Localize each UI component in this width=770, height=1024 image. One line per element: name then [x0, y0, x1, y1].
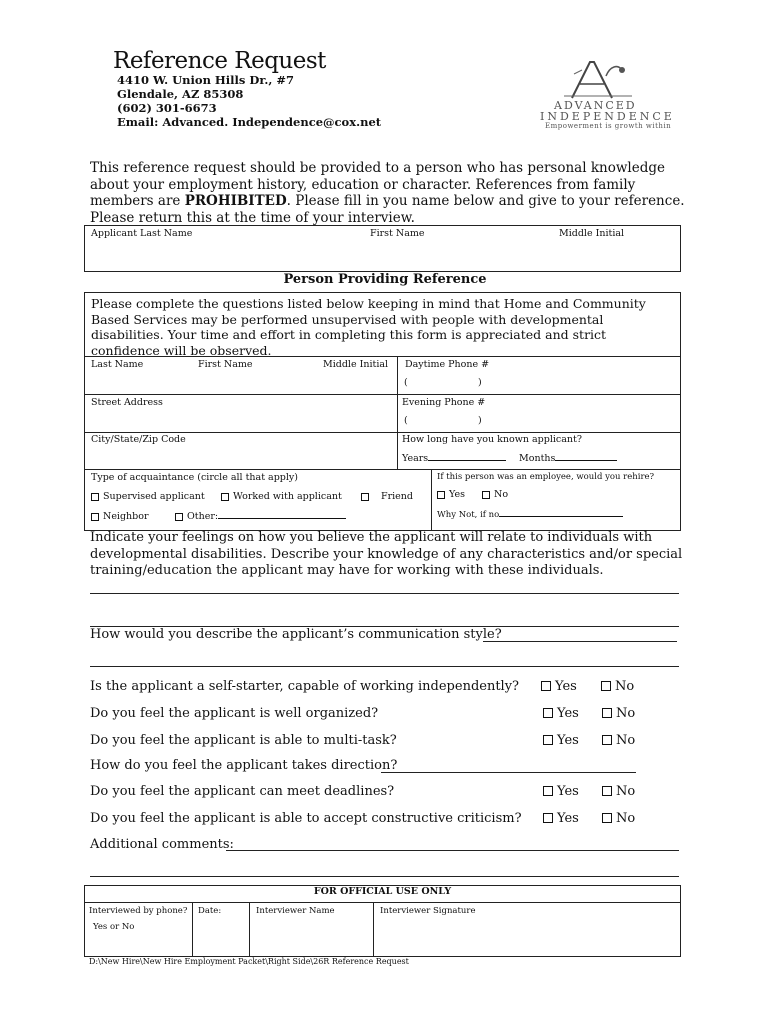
criticism-yes[interactable]: [543, 811, 579, 826]
yes-label: Yes: [557, 784, 579, 799]
organized-no[interactable]: [602, 706, 635, 721]
date-label: Date:: [198, 906, 222, 916]
self-starter-question: Is the applicant a self-starter, capable of working independently?: [90, 679, 520, 694]
interviewer-signature-label: Interviewer Signature: [380, 906, 476, 916]
supervised-checkbox[interactable]: [91, 493, 99, 501]
criticism-no-checkbox[interactable]: [602, 813, 612, 823]
neighbor-checkbox[interactable]: [91, 513, 99, 521]
other-label: Other:: [187, 511, 219, 522]
direction-answer-line[interactable]: [381, 772, 636, 773]
no-label: No: [616, 811, 636, 826]
yes-label: Yes: [557, 733, 579, 748]
page-title: Reference Request: [113, 48, 326, 74]
interviewed-by-phone-label: Interviewed by phone?: [89, 906, 188, 916]
worked-with-checkbox[interactable]: [221, 493, 229, 501]
applicant-name-box[interactable]: [84, 225, 681, 272]
multitask-no[interactable]: [602, 733, 635, 748]
deadlines-yes-checkbox[interactable]: [543, 786, 553, 796]
prohibited-text: PROHIBITED: [184, 193, 287, 209]
intro-paragraph: [90, 160, 690, 226]
months-label: Months: [519, 453, 556, 464]
why-not-label: Why Not, if no: [437, 510, 500, 520]
years-label: Years: [402, 453, 429, 464]
supervised-label: Supervised applicant: [103, 491, 205, 502]
friend-label: Friend: [381, 491, 413, 502]
deadlines-no[interactable]: [602, 784, 635, 799]
applicant-last-name-label: Applicant Last Name: [91, 228, 193, 239]
communication-answer-line[interactable]: [483, 641, 677, 642]
other-checkbox[interactable]: [175, 513, 183, 521]
interviewer-name-label: Interviewer Name: [256, 906, 335, 916]
city-state-zip-label: City/State/Zip Code: [91, 434, 186, 445]
deadlines-question: Do you feel the applicant can meet deadlines?: [90, 784, 395, 799]
deadlines-no-checkbox[interactable]: [602, 786, 612, 796]
organized-yes[interactable]: [543, 706, 579, 721]
neighbor-label: Neighbor: [103, 511, 149, 522]
organized-question: Do you feel the applicant is well organized?: [90, 706, 379, 721]
evening-phone-paren-close: ): [478, 415, 482, 426]
logo-text-advanced: ADVANCED: [554, 99, 637, 112]
years-field[interactable]: [402, 453, 506, 464]
multitask-no-checkbox[interactable]: [602, 735, 612, 745]
acquaintance-label: Type of acquaintance (circle all that apply): [91, 472, 298, 483]
section-title: Person Providing Reference: [283, 272, 487, 287]
yes-label: Yes: [557, 811, 579, 826]
months-blank[interactable]: [555, 460, 617, 461]
daytime-phone-paren-open: (: [404, 377, 408, 388]
no-label: No: [615, 679, 635, 694]
rehire-no-label: No: [494, 489, 509, 500]
years-blank[interactable]: [428, 460, 506, 461]
multitask-yes[interactable]: [543, 733, 579, 748]
address-line-2: Glendale, AZ 85308: [117, 87, 244, 101]
other-blank[interactable]: [218, 518, 346, 519]
deadlines-yes[interactable]: [543, 784, 579, 799]
communication-question: How would you describe the applicant’s communication style?: [90, 627, 502, 642]
evening-phone-paren-open: (: [404, 415, 408, 426]
rehire-no-option[interactable]: [482, 489, 508, 500]
intro-text-before: This reference request should be provided to a person who has personal knowledge about your employment history, education or character. References from family members are: [90, 160, 665, 209]
direction-question: How do you feel the applicant takes direction?: [90, 758, 398, 773]
worked-with-label: Worked with applicant: [233, 491, 342, 502]
organized-yes-checkbox[interactable]: [543, 708, 553, 718]
reference-intro-text: Please complete the questions listed below keeping in mind that Home and Community Based Services may be performed unsupervised with people with developmental disabilities. Your time and effort in completing this form is appreciated and strict confidence will be observed.: [91, 296, 646, 358]
additional-comments-label: Additional comments:: [90, 837, 234, 852]
multitask-yes-checkbox[interactable]: [543, 735, 553, 745]
rehire-yes-checkbox[interactable]: [437, 491, 445, 499]
friend-option[interactable]: [361, 491, 413, 502]
self-starter-yes-checkbox[interactable]: [541, 681, 551, 691]
self-starter-yes[interactable]: [541, 679, 577, 694]
logo-icon: [560, 56, 640, 100]
rehire-no-checkbox[interactable]: [482, 491, 490, 499]
yes-or-no-label: Yes or No: [93, 922, 135, 932]
how-long-label: How long have you known applicant?: [402, 434, 582, 445]
criticism-question: Do you feel the applicant is able to accept constructive criticism?: [90, 811, 522, 826]
self-starter-no[interactable]: [601, 679, 634, 694]
multitask-question: Do you feel the applicant is able to multi-task?: [90, 733, 397, 748]
yes-label: Yes: [557, 706, 579, 721]
other-option[interactable]: [175, 511, 346, 522]
no-label: No: [616, 784, 636, 799]
ref-first-name-label: First Name: [198, 359, 253, 370]
worked-with-option[interactable]: [221, 491, 342, 502]
daytime-phone-label: Daytime Phone #: [405, 359, 490, 370]
no-label: No: [616, 706, 636, 721]
applicant-middle-initial-label: Middle Initial: [559, 228, 625, 239]
ref-middle-initial-label: Middle Initial: [323, 359, 389, 370]
logo-text-independence: INDEPENDENCE: [540, 110, 675, 123]
friend-checkbox[interactable]: [361, 493, 369, 501]
ref-last-name-label: Last Name: [91, 359, 144, 370]
email-address: Email: Advanced. Independence@cox.net: [117, 115, 382, 129]
supervised-option[interactable]: [91, 491, 205, 502]
phone-number: (602) 301-6673: [117, 101, 217, 115]
months-field[interactable]: [519, 453, 617, 464]
official-use-title: FOR OFFICIAL USE ONLY: [313, 886, 452, 897]
address-line-1: 4410 W. Union Hills Dr., #7: [117, 73, 295, 87]
criticism-no[interactable]: [602, 811, 635, 826]
logo-tagline: Empowerment is growth within: [545, 122, 672, 130]
no-label: No: [616, 733, 636, 748]
feelings-question: Indicate your feelings on how you believe the applicant will relate to individuals with developmental disabilities. Describe your knowledge of any characteristics and/or special training/education the applicant may have for working with these individuals.: [90, 530, 683, 578]
additional-comments-line[interactable]: [226, 850, 679, 851]
rehire-question: If this person was an employee, would you rehire?: [437, 472, 655, 482]
why-not-blank[interactable]: [499, 516, 623, 517]
neighbor-option[interactable]: [91, 511, 149, 522]
applicant-first-name-label: First Name: [370, 228, 425, 239]
evening-phone-label: Evening Phone #: [402, 397, 486, 408]
footer-path: D:\New Hire\New Hire Employment Packet\Right Side\26R Reference Request: [89, 957, 409, 966]
organized-no-checkbox[interactable]: [602, 708, 612, 718]
street-address-label: Street Address: [91, 397, 163, 408]
self-starter-no-checkbox[interactable]: [601, 681, 611, 691]
intro-text-after: . Please fill in you name below and give to your reference. Please return this at the time of your interview.: [90, 193, 685, 226]
criticism-yes-checkbox[interactable]: [543, 813, 553, 823]
yes-label: Yes: [555, 679, 577, 694]
daytime-phone-paren-close: ): [478, 377, 482, 388]
rehire-yes-label: Yes: [449, 489, 465, 500]
why-not-field[interactable]: [437, 510, 623, 520]
rehire-yes-option[interactable]: [437, 489, 465, 500]
